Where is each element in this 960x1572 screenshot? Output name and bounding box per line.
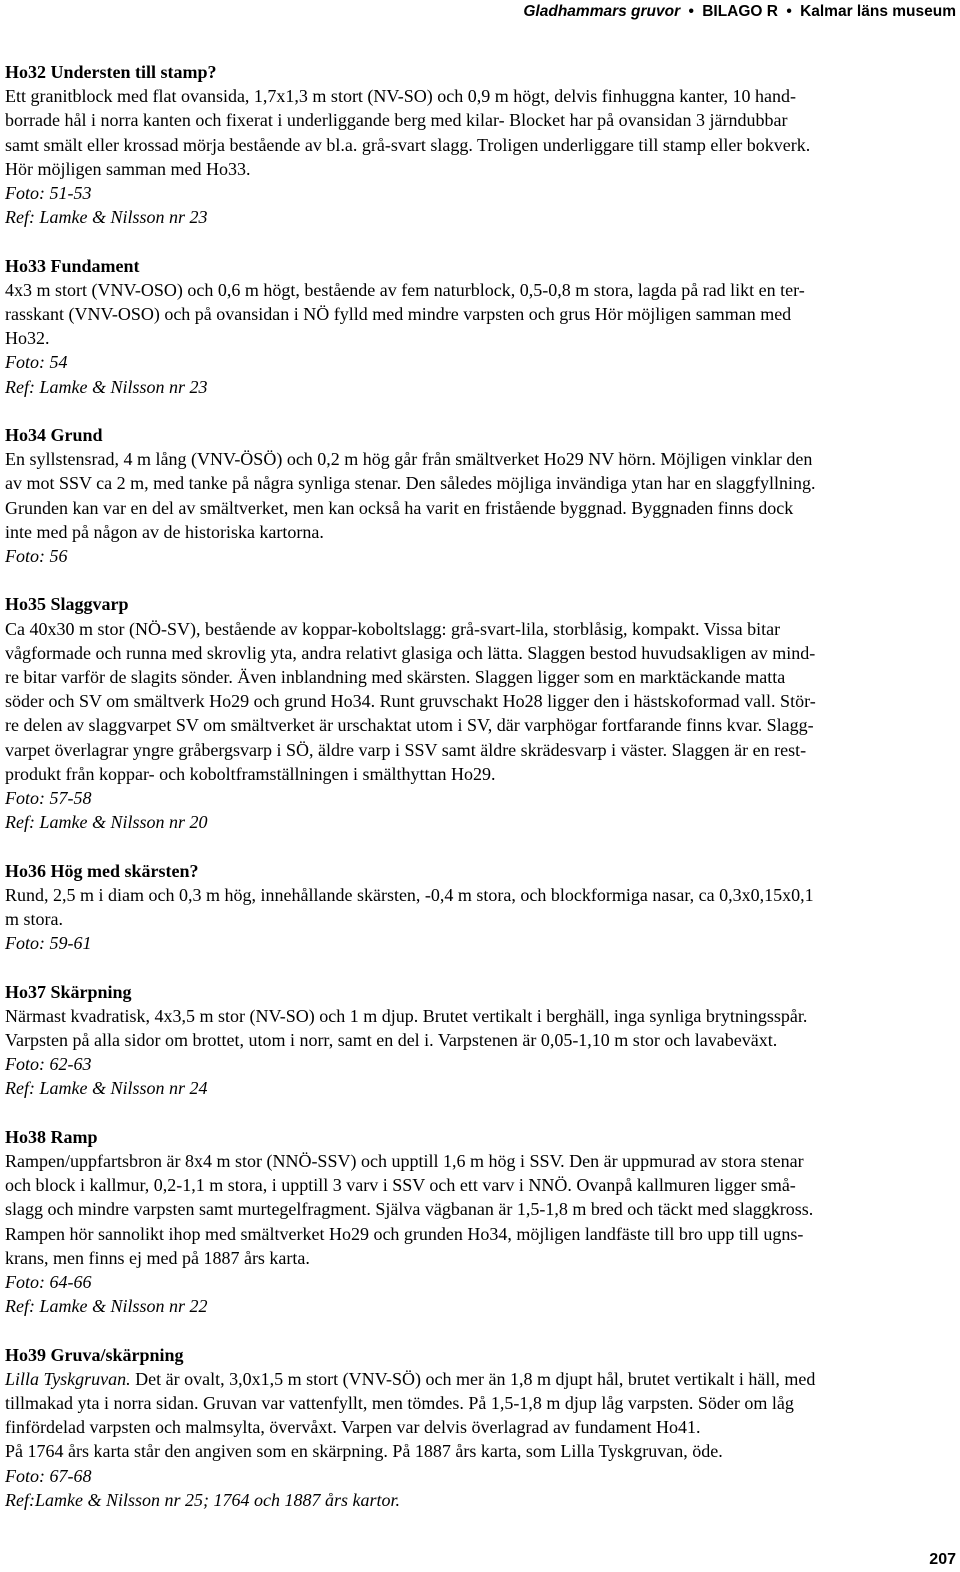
entry-reference: Ref: Lamke & Nilsson nr 23: [5, 207, 208, 228]
entry-text-line: Ho32.: [5, 328, 50, 349]
entry-text-line: Hör möjligen samman med Ho33.: [5, 158, 251, 179]
entry-reference: Foto: 56: [5, 546, 68, 567]
catalog-entry: [5, 1343, 950, 1512]
entry-text-line: Rund, 2,5 m i diam och 0,3 m hög, innehållande skärsten, -0,4 m stora, och blockformiga nasar, ca 0,3x0,15x0,1: [5, 884, 814, 905]
entry-reference: Foto: 59-61: [5, 933, 92, 954]
entry-text-line: re bitar varför de slagits sönder. Även inblandning med skärsten. Slaggen ligger som en marktäckande matta: [5, 667, 786, 688]
entry-reference: Ref: Lamke & Nilsson nr 20: [5, 812, 208, 833]
entry-reference: Ref: Lamke & Nilsson nr 24: [5, 1078, 208, 1099]
catalog-entry: [5, 592, 950, 834]
catalog-entry: [5, 1125, 950, 1319]
header-museum: Kalmar läns museum: [800, 3, 956, 20]
running-header: [523, 3, 956, 21]
entry-text-line: produkt från koppar- och koboltframställningen i smälthyttan Ho29.: [5, 763, 496, 784]
page-number: 207: [929, 1551, 956, 1568]
entry-title: Ho38 Ramp: [5, 1126, 98, 1147]
entry-reference: Foto: 57-58: [5, 788, 92, 809]
header-bullet-2: •: [786, 3, 792, 20]
entry-lead-rest: Det är ovalt, 3,0x1,5 m stort (VNV-SÖ) och mer än 1,8 m djupt hål, brutet vertikalt i häll, med: [130, 1368, 816, 1389]
entry-text-line: tillmakad yta i norra sidan. Gruvan var vattenfyllt, men tömdes. På 1,5-1,8 m djup låg varpsten. Söder om låg: [5, 1393, 794, 1414]
entry-text-line: m stora.: [5, 909, 63, 930]
entry-reference: Ref: Lamke & Nilsson nr 22: [5, 1296, 208, 1317]
entry-text-line: söder och SV om smältverk Ho29 och grund Ho34. Runt gruvschakt Ho28 ligger den i hästskoformad vall. Stör-: [5, 691, 816, 712]
entry-lead-name: Lilla Tyskgruvan.: [5, 1368, 131, 1389]
entry-text-line: Ett granitblock med flat ovansida, 1,7x1,3 m stort (NV-SO) och 0,9 m högt, delvis finhuggna kanter, 10 hand-: [5, 86, 796, 107]
catalog-entry: [5, 423, 950, 568]
entry-text-line: Närmast kvadratisk, 4x3,5 m stor (NV-SO) och 1 m djup. Brutet vertikalt i berghäll, inga synliga brytningsspår.: [5, 1005, 808, 1026]
entry-title: Ho34 Grund: [5, 425, 103, 446]
entry-text-line: Varpsten på alla sidor om brottet, utom i norr, samt en del i. Varpstenen är 0,05-1,10 m stor och lavabeväxt.: [5, 1030, 778, 1051]
catalog-entry: [5, 254, 950, 399]
catalog-entry: [5, 859, 950, 956]
entry-text-line: Grunden kan var en del av smältverket, men kan också ha varit en fristående byggnad. Byggnaden finns dock: [5, 497, 794, 518]
entry-text-line: En syllstensrad, 4 m lång (VNV-ÖSÖ) och 0,2 m hög går från smältverket Ho29 NV hörn. Möjligen vinklar den: [5, 449, 813, 470]
entry-text-line: Rampen hör sannolikt ihop med smältverket Ho29 och grunden Ho34, möjligen landfäste till bro upp till ugns-: [5, 1223, 804, 1244]
header-site: Gladhammars gruvor: [523, 3, 681, 20]
entry-text-line: borrade hål i norra kanten och fixerat i underliggande berg med kilar- Blocket har på ovansidan 3 järndubbar: [5, 110, 788, 131]
entry-reference: Foto: 67-68: [5, 1465, 92, 1486]
entry-text-line: finfördelad varpsten och malmsylta, övervåxt. Varpen var delvis överlagrad av fundament Ho41.: [5, 1417, 701, 1438]
entry-text-line: varpet överlagrar yngre gråbergsvarp i SÖ, äldre varp i SSV samt äldre skrädesvarp i väster. Slaggen är en rest-: [5, 739, 807, 760]
entry-reference: Foto: 64-66: [5, 1272, 92, 1293]
entry-reference: Ref:Lamke & Nilsson nr 25; 1764 och 1887 års kartor.: [5, 1489, 400, 1510]
entry-text-line: av mot SSV ca 2 m, med tanke på några synliga stenar. Den således möjliga invändiga ytan har en slaggfyllning.: [5, 473, 816, 494]
entry-text-line: samt smält eller krossad mörja bestående av bl.a. grå-svart slagg. Troligen underliggare till stamp eller bokverk.: [5, 134, 811, 155]
entry-text-line: re delen av slaggvarpet SV om smältverket är urschaktat utom i SV, där varphögar fortfarande finns kvar. Slagg-: [5, 715, 814, 736]
entry-text-line: Ca 40x30 m stor (NÖ-SV), bestående av koppar-koboltslagg: grå-svart-lila, storblåsig, kompakt. Vissa bitar: [5, 618, 781, 639]
catalog-entry: [5, 60, 950, 229]
entry-title: Ho37 Skärpning: [5, 981, 132, 1002]
entry-title: Ho39 Gruva/skärpning: [5, 1344, 184, 1365]
entry-reference: Foto: 54: [5, 352, 68, 373]
header-section: BILAGO R: [702, 3, 778, 20]
entry-text-line: krans, men finns ej med på 1887 års karta.: [5, 1247, 310, 1268]
entry-text-line: rasskant (VNV-OSO) och på ovansidan i NÖ fylld med mindre varpsten och grus Hör möjligen samman med: [5, 304, 792, 325]
document-body: [5, 60, 950, 1536]
entry-reference: Foto: 62-63: [5, 1054, 92, 1075]
entry-text-line: [5, 1367, 950, 1391]
entry-title: Ho32 Understen till stamp?: [5, 62, 217, 82]
entry-title: Ho35 Slaggvarp: [5, 594, 129, 615]
entry-text-line: vågformade och runna med skrovlig yta, andra relativt glasiga och lätta. Slaggen bestod huvudsakligen av mind-: [5, 642, 816, 663]
entry-text-line: slagg och mindre varpsten samt murtegelfragment. Själva vägbanan är 1,5-1,8 m bred och täckt med slaggkross.: [5, 1199, 814, 1220]
entry-reference: Foto: 51-53: [5, 183, 92, 204]
entry-title: Ho33 Fundament: [5, 255, 140, 276]
entry-title: Ho36 Hög med skärsten?: [5, 860, 199, 881]
entry-text-line: På 1764 års karta står den angiven som en skärpning. På 1887 års karta, som Lilla Tyskgruvan, öde.: [5, 1441, 723, 1462]
entry-text-line: och block i kallmur, 0,2-1,1 m stora, i upptill 3 varv i SSV och ett varv i NNÖ. Ovanpå kallmuren ligger små-: [5, 1175, 796, 1196]
header-bullet: •: [688, 3, 694, 20]
catalog-entry: [5, 980, 950, 1101]
entry-text-line: inte med på någon av de historiska kartorna.: [5, 521, 324, 542]
entry-reference: Ref: Lamke & Nilsson nr 23: [5, 376, 208, 397]
entry-text-line: Rampen/uppfartsbron är 8x4 m stor (NNÖ-SSV) och upptill 1,6 m hög i SSV. Den är uppmurad av stora stenar: [5, 1151, 804, 1172]
entry-text-line: 4x3 m stort (VNV-OSO) och 0,6 m högt, bestående av fem naturblock, 0,5-0,8 m stora, lagda på rad likt en ter-: [5, 279, 805, 300]
